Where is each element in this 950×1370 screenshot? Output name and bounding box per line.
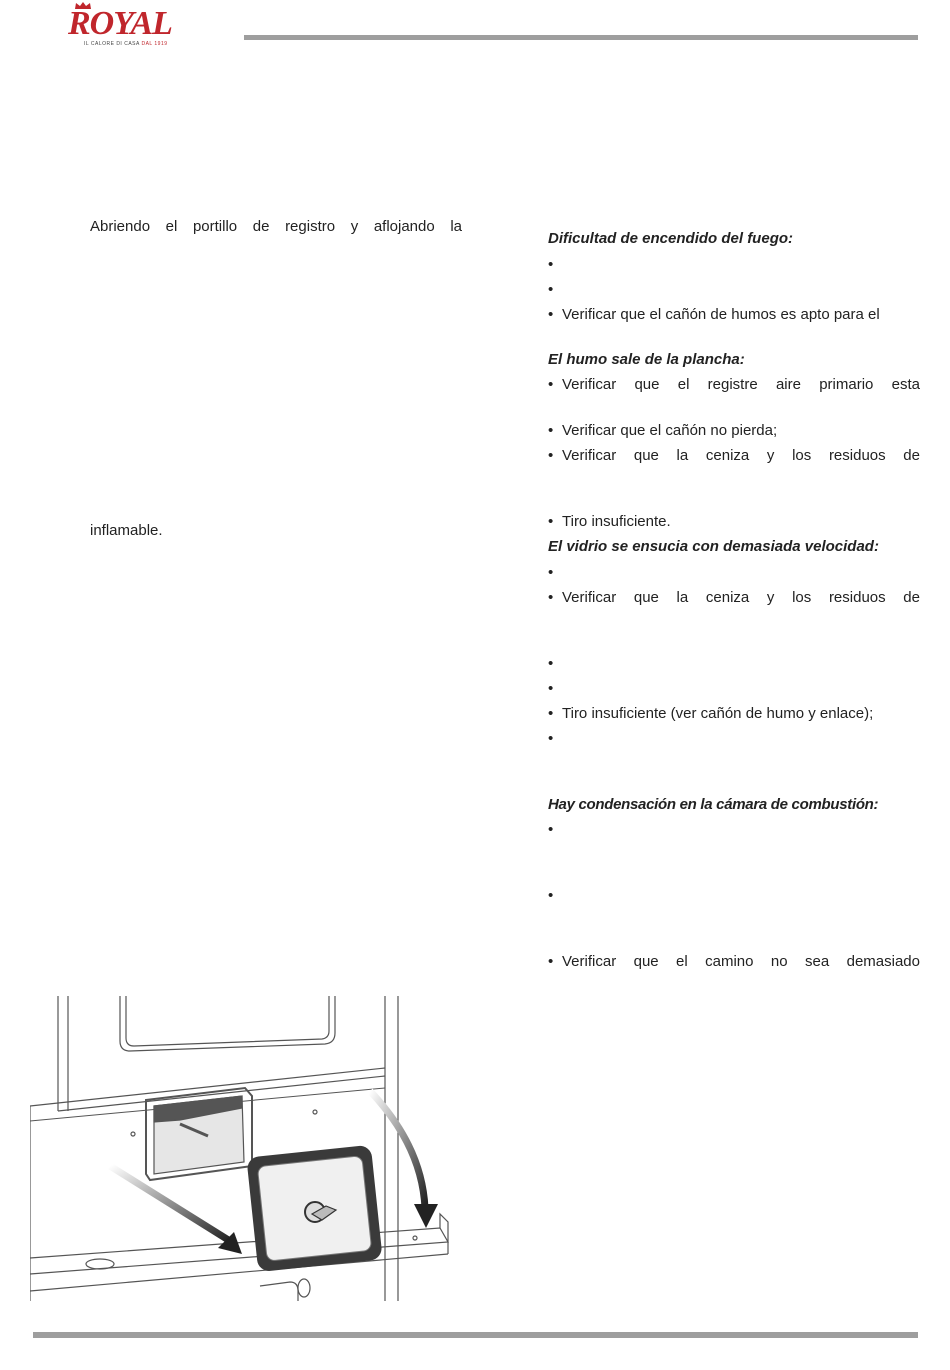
heading-glass: El vidrio se ensucia con demasiada velocidad: [548, 538, 879, 555]
glass-item-6: • [548, 730, 554, 747]
glass-item-2: • Verificar que la ceniza y los residuos de [548, 589, 920, 606]
ignition-item-2: • [548, 281, 554, 298]
header-rule [244, 35, 918, 40]
glass-item-1: • [548, 564, 554, 581]
glass-item-5: • Tiro insuficiente (ver cañón de humo y enlace); [548, 705, 874, 722]
footer-rule [33, 1332, 918, 1338]
left-paragraph-start: Abriendo el portillo de registro y aflojando la [90, 218, 462, 235]
glass-item-3: • [548, 655, 554, 672]
condensation-item-3: • Verificar que el camino no sea demasiado [548, 953, 920, 970]
glass-item-4: • [548, 680, 554, 697]
smoke-item-2: • Verificar que el cañón no pierda; [548, 422, 778, 439]
smoke-item-4: • Tiro insuficiente. [548, 513, 671, 530]
heading-ignition: Dificultad de encendido del fuego: [548, 230, 794, 247]
logo-wordmark: ROYAL [68, 5, 172, 42]
left-paragraph-end: inflamable. [90, 522, 163, 539]
ignition-item-3: • Verificar que el cañón de humos es apto para el [548, 306, 880, 323]
heading-condensation: Hay condensación en la cámara de combustión: [548, 796, 879, 813]
ignition-item-1: • [548, 256, 554, 273]
logo-tagline: IL CALORE DI CASA DAL 1919 [84, 41, 168, 47]
smoke-item-1: • Verificar que el registre aire primario esta [548, 376, 920, 393]
inspection-door-illustration [30, 996, 455, 1301]
smoke-item-3: • Verificar que la ceniza y los residuos de [548, 447, 920, 464]
heading-smoke: El humo sale de la plancha: [548, 351, 745, 368]
condensation-item-1: • [548, 821, 554, 838]
royal-logo [66, 2, 196, 52]
condensation-item-2: • [548, 887, 554, 904]
